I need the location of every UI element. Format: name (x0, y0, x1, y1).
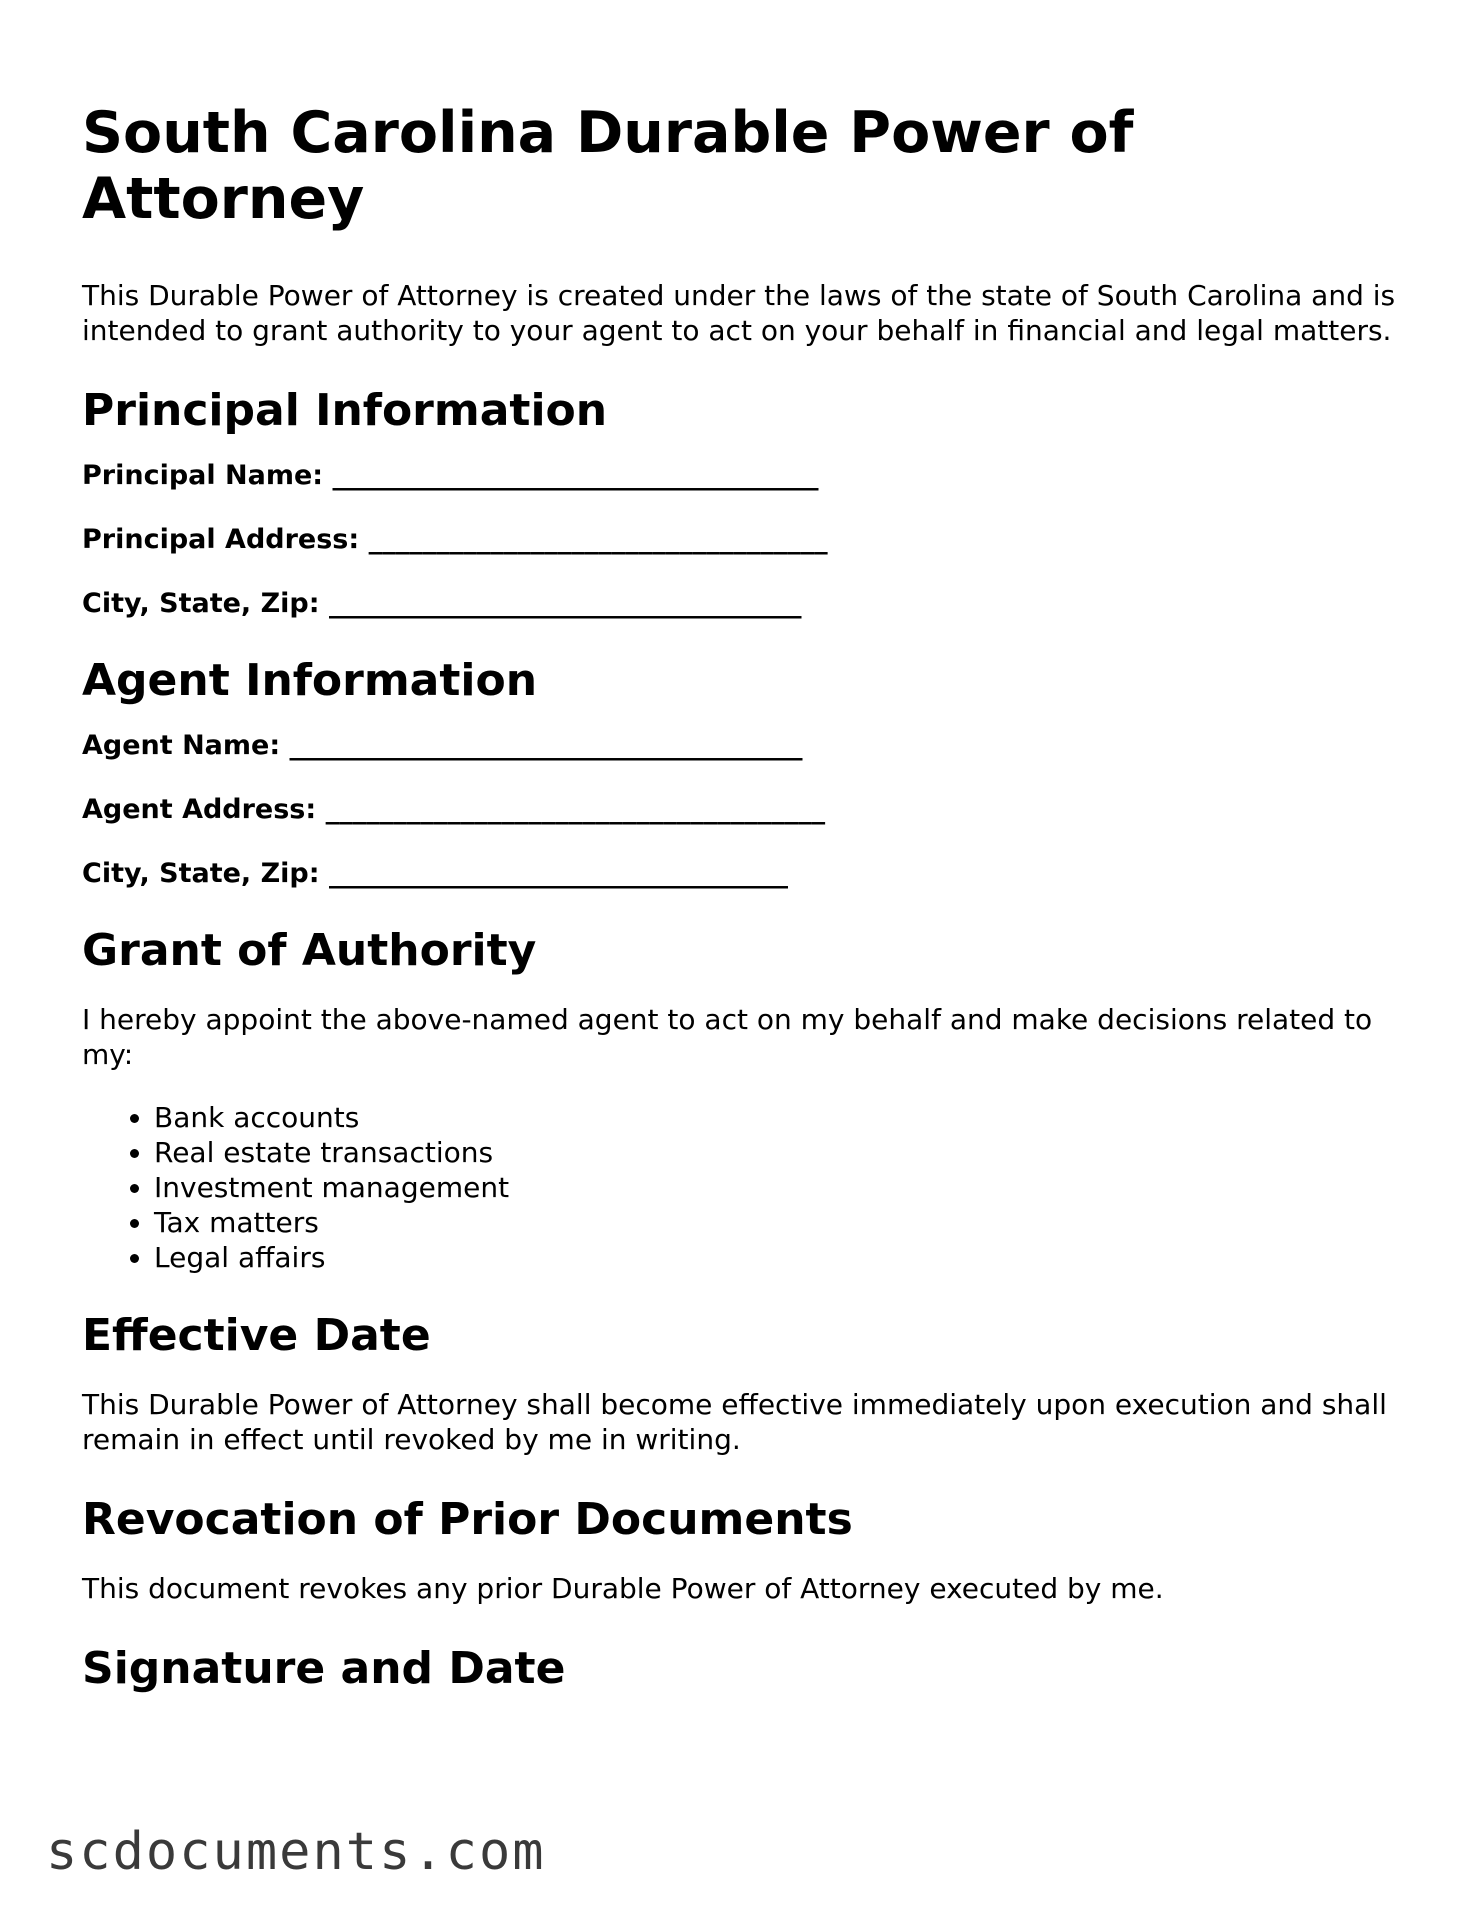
grant-list (82, 1100, 1412, 1275)
principal-name-line: ____________________________________ (332, 460, 819, 491)
list-item: • Tax matters (154, 1205, 1412, 1240)
agent-name-line: ______________________________________ (289, 730, 803, 761)
agent-city-label: City, State, Zip: (82, 858, 320, 889)
principal-address-field (82, 522, 1412, 558)
watermark-text: scdocuments.com (46, 1822, 546, 1882)
intro-paragraph: This Durable Power of Attorney is created under the laws of the state of South Carolina and is intended to grant authority to your agent to act on your behalf in financial and legal matters. (82, 279, 1396, 347)
agent-address-field (82, 792, 1412, 828)
document-page (82, 100, 1412, 1696)
principal-city-line: ___________________________________ (328, 588, 802, 619)
agent-address-line: _____________________________________ (325, 794, 826, 825)
signature-heading: Signature and Date (82, 1643, 566, 1694)
list-item: • Bank accounts (154, 1100, 1412, 1135)
principal-name-field (82, 458, 1412, 494)
agent-address-label: Agent Address: (82, 794, 317, 825)
principal-address-label: Principal Address: (82, 524, 360, 555)
principal-city-label: City, State, Zip: (82, 588, 320, 619)
list-item: • Investment management (154, 1170, 1412, 1205)
grant-heading: Grant of Authority (82, 925, 537, 976)
agent-name-field (82, 728, 1412, 764)
grant-paragraph: I hereby appoint the above-named agent to act on my behalf and make decisions related to my: (82, 1003, 1373, 1071)
agent-heading: Agent Information (82, 655, 538, 706)
principal-heading: Principal Information (82, 385, 608, 436)
revocation-paragraph: This document revokes any prior Durable Power of Attorney executed by me. (82, 1572, 1164, 1605)
list-item: • Real estate transactions (154, 1135, 1412, 1170)
revocation-heading: Revocation of Prior Documents (82, 1494, 853, 1545)
list-item: • Legal affairs (154, 1240, 1412, 1275)
agent-name-label: Agent Name: (82, 730, 281, 761)
principal-address-line: __________________________________ (368, 524, 828, 555)
agent-city-line: __________________________________ (328, 858, 788, 889)
principal-city-field (82, 586, 1412, 622)
agent-city-field (82, 856, 1412, 892)
effective-heading: Effective Date (82, 1310, 431, 1361)
principal-name-label: Principal Name: (82, 460, 324, 491)
document-title: South Carolina Durable Power of Attorney (82, 100, 1134, 232)
effective-paragraph: This Durable Power of Attorney shall become effective immediately upon execution and shall remain in effect until revoked by me in writing. (82, 1388, 1387, 1456)
